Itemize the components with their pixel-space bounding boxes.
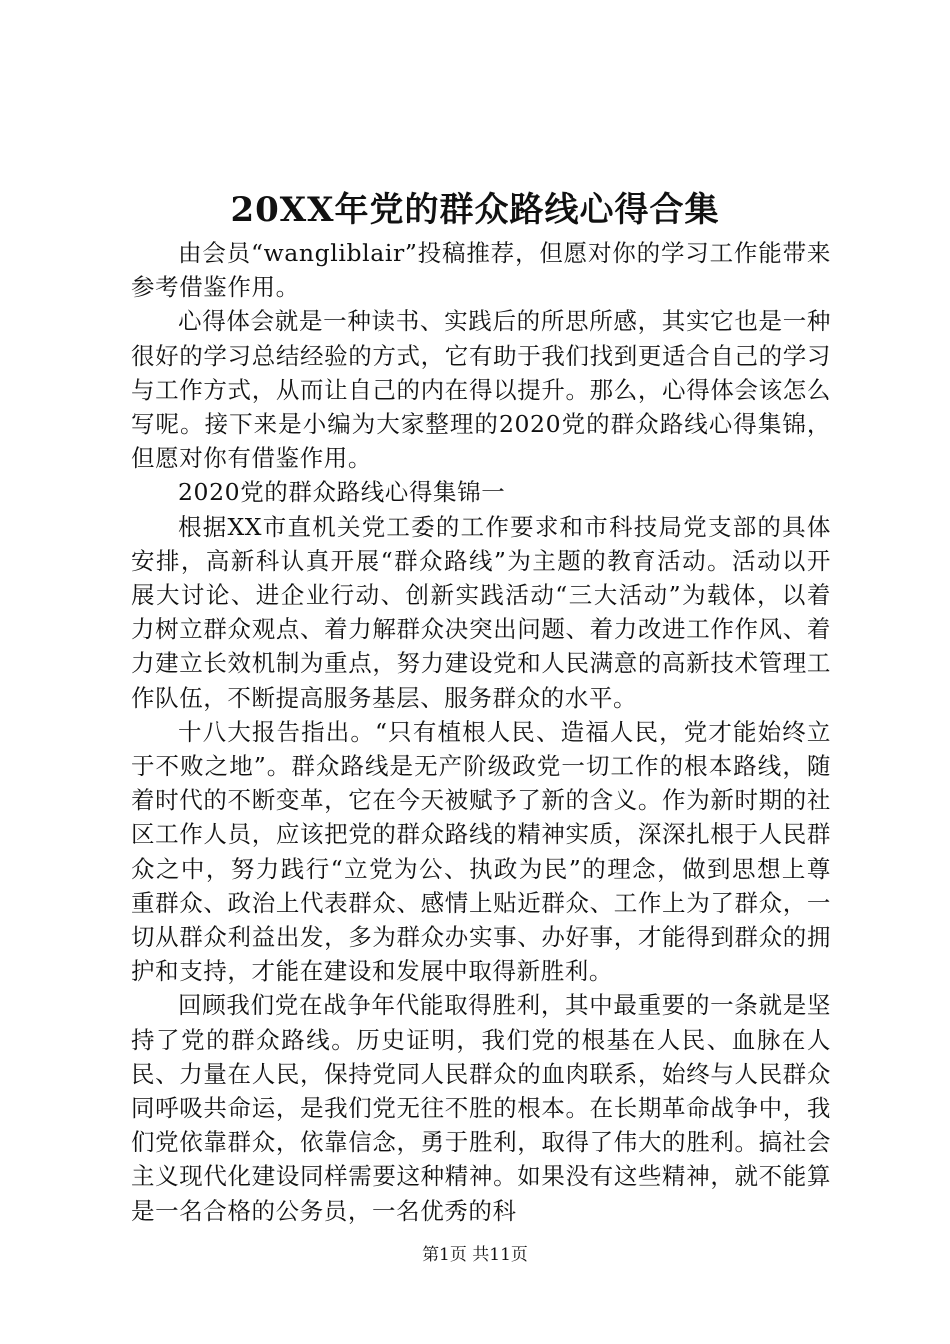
paragraph-body-1: 根据XX市直机关党工委的工作要求和市科技局党支部的具体安排，高新科认真开展“群众路线”为主题的教育活动。活动以开展大讨论、进企业行动、创新实践活动“三大活动”为载体，以着力树立群众观点、着力解群众决突出问题、着力改进工作作风、着力建立长效机制为重点，努力建设党和人民满意的高新技术管理工作队伍，不断提高服务基层、服务群众的水平。 bbox=[131, 512, 831, 712]
document-body bbox=[131, 236, 831, 1228]
paragraph-body-3: 回顾我们党在战争年代能取得胜利，其中最重要的一条就是坚持了党的群众路线。历史证明，我们党的根基在人民、血脉在人民、力量在人民，保持党同人民群众的血肉联系，始终与人民群众同呼吸共命运，是我们党无往不胜的根本。在长期革命战争中，我们党依靠群众，依靠信念，勇于胜利，取得了伟大的胜利。搞社会主义现代化建设同样需要这种精神。如果没有这些精神，就不能算是一名合格的公务员，一名优秀的科 bbox=[131, 991, 831, 1225]
paragraph-preface: 心得体会就是一种读书、实践后的所思所感，其实它也是一种很好的学习总结经验的方式，它有助于我们找到更适合自己的学习与工作方式，从而让自己的内在得以提升。那么，心得体会该怎么写呢。接下来是小编为大家整理的2020党的群众路线心得集锦，但愿对你有借鉴作用。 bbox=[131, 307, 831, 473]
section-heading: 2020党的群众路线心得集锦一 bbox=[178, 478, 506, 507]
document-title: 20XX年党的群众路线心得合集 bbox=[230, 190, 720, 230]
paragraph-body-2: 十八大报告指出。“只有植根人民、造福人民，党才能始终立于不败之地”。群众路线是无产阶级政党一切工作的根本路线，随着时代的不断变革，它在今天被赋予了新的含义。作为新时期的社区工作人员，应该把党的群众路线的精神实质，深深扎根于人民群众之中，努力践行“立党为公、执政为民”的理念，做到思想上尊重群众、政治上代表群众、感情上贴近群众、工作上为了群众，一切从群众利益出发，多为群众办实事、办好事，才能得到群众的拥护和支持，才能在建设和发展中取得新胜利。 bbox=[131, 717, 831, 986]
paragraph-intro: 由会员“wangliblair”投稿推荐，但愿对你的学习工作能带来参考借鉴作用。 bbox=[131, 239, 831, 302]
page-footer: 第1页 共11页 bbox=[422, 1245, 528, 1265]
